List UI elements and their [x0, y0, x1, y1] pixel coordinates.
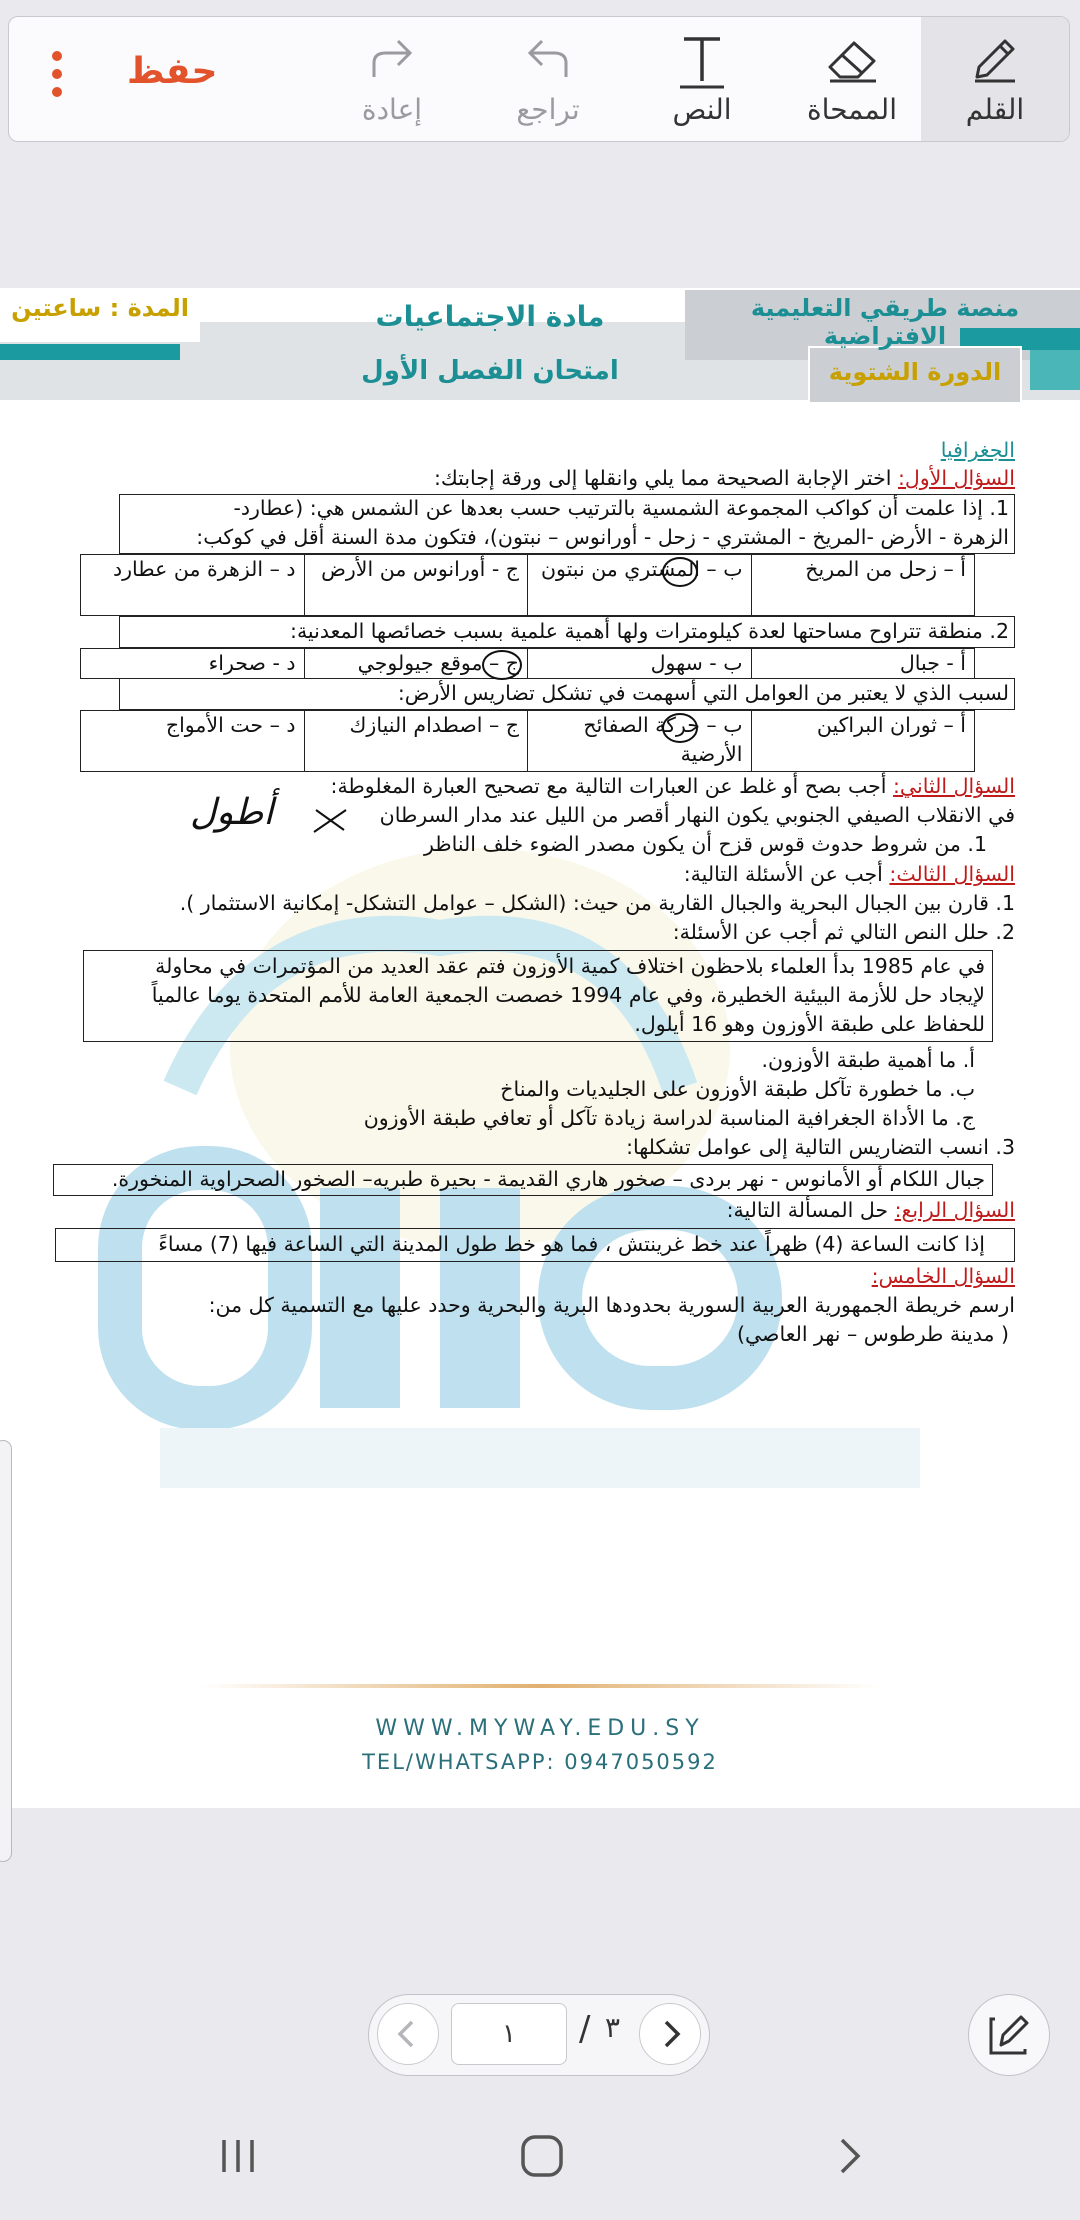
passage-line-3: للحفاظ على طبقة الأوزون وهو 16 أيلول.	[634, 1012, 985, 1036]
pen-label: القلم	[965, 93, 1025, 126]
pen-circle-mark	[660, 554, 700, 590]
option-a: أ – ثوران البراكين	[751, 711, 975, 772]
undo-tool[interactable]	[483, 17, 613, 142]
option-c: ج - أورانوس من الأرض	[304, 555, 528, 616]
side-panel-handle[interactable]	[0, 1440, 12, 1862]
redo-icon	[362, 31, 422, 87]
q1-2-text: 2. منطقة تتراوح مساحتها لعدة كيلومترات ولها أهمية علمية بسبب خصائصها المعدنية:	[290, 619, 1009, 643]
q3-2-a: أ. ما أهمية طبقة الأوزون.	[761, 1048, 975, 1072]
document-page	[0, 288, 1080, 1808]
session-label: الدورة الشتوية	[828, 358, 1002, 386]
option-d: د – الزهرة من عطارد	[81, 555, 305, 616]
q2-text: أجب بصح أو غلط عن العبارات التالية مع تصحيح العبارة المغلوطة:	[330, 774, 887, 798]
save-button[interactable]: حفظ	[127, 51, 218, 92]
annotation-toolbar	[8, 16, 1070, 142]
next-page-button[interactable]	[639, 2003, 701, 2065]
option-b: ب – المشتري من نبتون	[528, 555, 752, 616]
question-2-heading	[331, 772, 1015, 801]
handwritten-note: أطول	[190, 792, 274, 833]
q2-item-1: في الانقلاب الصيفي الجنوبي يكون النهار أقصر من الليل عند مدار السرطان	[379, 803, 1015, 827]
question-3-heading	[684, 860, 1015, 889]
page-separator: /	[579, 2009, 591, 2049]
system-navigation-bar	[0, 2100, 1080, 2220]
q3-2-c: ج. ما الأداة الجغرافية المناسبة لدراسة زيادة تآكل أو تعافي طبقة الأوزون	[363, 1106, 975, 1130]
q1-3-text: لسبب الذي لا يعتبر من العوامل التي أسهمت في تشكل تضاريس الأرض:	[397, 681, 1009, 705]
q1-1-options	[80, 554, 975, 616]
eraser-tool[interactable]	[787, 17, 917, 142]
q1-text: اختر الإجابة الصحيحة مما يلي وانقلها إلى ورقة إجابتك:	[433, 466, 892, 490]
eraser-label: الممحاة	[807, 93, 897, 126]
q2-label: السؤال الثاني:	[893, 774, 1015, 798]
section-title: الجغرافيا	[940, 438, 1015, 462]
edit-annotate-button[interactable]	[968, 1994, 1050, 2076]
footer-divider	[200, 1684, 880, 1688]
passage-line-2: لإيجاد حل للأزمة البيئية الخطيرة، وفي عام 1994 خصصت الجمعية العامة للأمم المتحدة يوما عالمياً	[151, 983, 985, 1007]
duration-label: المدة : ساعتين	[11, 294, 189, 322]
q3-text: أجب عن الأسئلة التالية:	[683, 862, 883, 886]
redo-tool[interactable]	[327, 17, 457, 142]
option-d: د - صحراء	[81, 649, 305, 679]
q3-3-terms: جبال اللكام أو الأمانوس - نهر بردى – صخور هاري القديمة - بحيرة طبريه– الصخور الصحراوية المنخورة.	[111, 1167, 985, 1191]
option-b: ب - سهول	[528, 649, 752, 679]
recent-apps-icon[interactable]	[216, 2134, 260, 2178]
q4-problem: إذا كانت الساعة (4) ظهراً عند خط غرينتش ، فما هو خط طول المدينة التي الساعة فيها (7) مساءً	[158, 1232, 985, 1256]
q1-1-line-b: الزهرة - الأرض -المريخ - المشتري - زحل - أورانوس – نبتون)، فتكون مدة السنة أقل في كوكب:	[196, 525, 1009, 549]
q4-label: السؤال الرابع:	[894, 1198, 1015, 1222]
q5-item-2: ( مدينة طرطوس – نهر العاصي)	[736, 1322, 1009, 1346]
previous-page-button[interactable]	[377, 2003, 439, 2065]
q1-2-options	[80, 648, 975, 679]
option-c: ج – موقع جيولوجي	[304, 649, 528, 679]
edit-icon	[969, 1995, 1049, 2075]
exam-title: امتحان الفصل الأول	[361, 356, 619, 386]
text-tool[interactable]	[637, 17, 767, 142]
q4-text: حل المسألة التالية:	[726, 1198, 889, 1222]
footer-phone: TEL/WHATSAPP: 0947050592	[362, 1750, 718, 1774]
q1-label: السؤال الأول:	[897, 466, 1015, 490]
page-number-input[interactable]: ١	[451, 2003, 567, 2065]
q3-item-2: 2. حلل النص التالي ثم أجب عن الأسئلة:	[672, 920, 1015, 944]
undo-label: تراجع	[516, 93, 580, 126]
q5-label: السؤال الخامس:	[871, 1264, 1015, 1288]
q2-item-2: 1. من شروط حدوث قوس قزح أن يكون مصدر الضوء خلف الناظر	[423, 832, 987, 856]
pen-circle-mark	[660, 710, 700, 746]
page-navigator	[368, 1994, 710, 2076]
question-4-heading	[727, 1196, 1015, 1225]
q3-2-b: ب. ما خطورة تآكل طبقة الأوزون على الجليديات والمناخ	[500, 1077, 975, 1101]
exam-header	[0, 288, 1080, 400]
option-a: أ - جبال	[751, 649, 975, 679]
option-b: ب – حركة الصفائح الأرضية	[528, 711, 752, 772]
platform-name: منصة طريقي التعليمية الافتراضية	[750, 294, 1020, 350]
pen-icon	[967, 31, 1023, 87]
q5-item-1: ارسم خريطة الجمهورية العربية السورية بحدودها البرية والبحرية وحدد عليها مع التسمية كل من:	[208, 1293, 1015, 1317]
redo-label: إعادة	[361, 93, 423, 126]
q1-3-options	[80, 710, 975, 772]
footer-website: WWW.MYWAY.EDU.SY	[375, 1716, 705, 1741]
pen-tool[interactable]	[921, 17, 1069, 142]
pen-circle-mark	[480, 648, 524, 682]
option-d: د – حت الأمواج	[81, 711, 305, 772]
q3-item-3: 3. انسب التضاريس التالية إلى عوامل تشكلها:	[626, 1135, 1015, 1159]
option-a: أ – زحل من المريخ	[751, 555, 975, 616]
text-label: النص	[672, 93, 732, 126]
undo-icon	[518, 31, 578, 87]
back-icon[interactable]	[828, 2134, 872, 2178]
subject-title: مادة الاجتماعيات	[375, 300, 605, 333]
home-icon[interactable]	[518, 2132, 566, 2180]
text-icon	[674, 31, 730, 91]
page-total: ٣	[605, 2011, 621, 2044]
chevron-right-icon	[640, 2004, 700, 2064]
eraser-icon	[822, 31, 882, 87]
passage-line-1: في عام 1985 بدأ العلماء بلاحظون اختلاف كمية الأوزون فتم عقد العديد من المؤتمرات في محاولة	[155, 954, 985, 978]
pen-cross-mark	[310, 806, 350, 836]
q1-1-line-a: 1. إذا علمت أن كواكب المجموعة الشمسية بالترتيب حسب بعدها عن الشمس هي: (عطارد-	[233, 496, 1009, 520]
q3-item-1: 1. قارن بين الجبال البحرية والجبال القارية من حيث: (الشكل – عوامل التشكل- إمكانية الاستثمار ).	[179, 891, 1015, 915]
more-options-icon[interactable]	[47, 51, 67, 107]
option-c: ج – اصطدام النيازك	[304, 711, 528, 772]
chevron-left-icon	[378, 2004, 438, 2064]
q3-label: السؤال الثالث:	[889, 862, 1015, 886]
question-1-heading	[434, 464, 1015, 493]
